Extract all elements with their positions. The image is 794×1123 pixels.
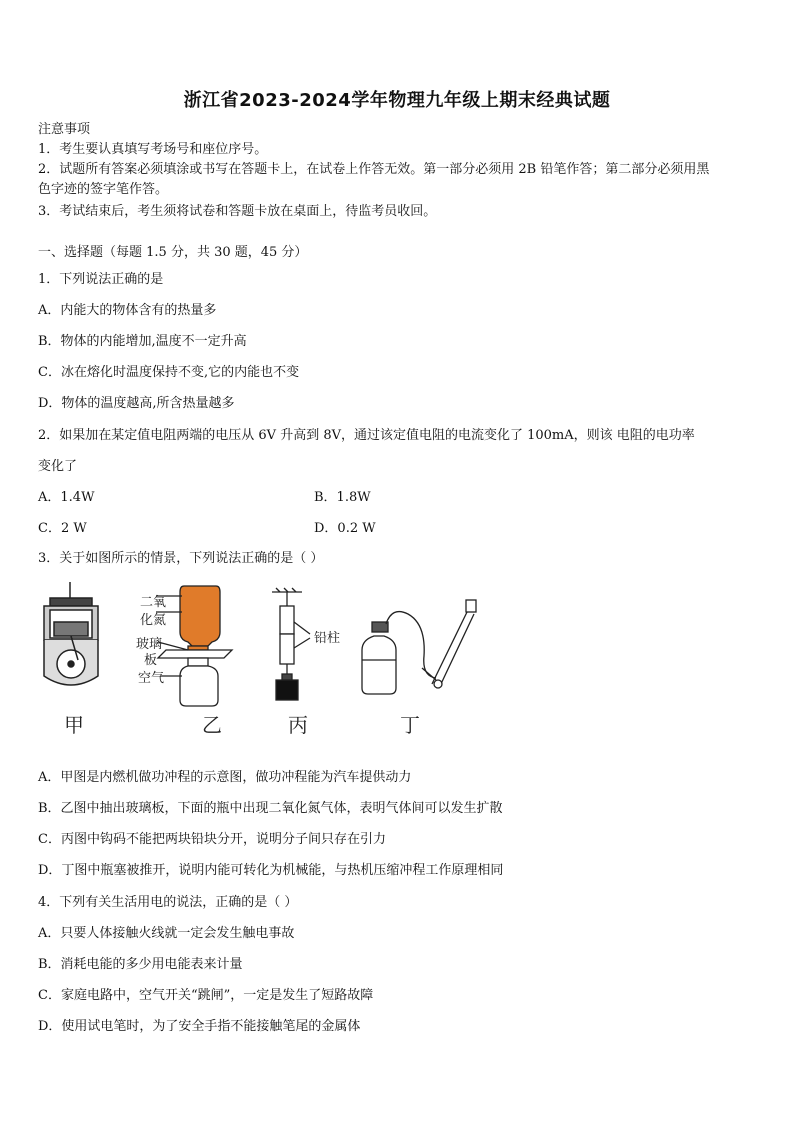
- figure-label-jia: 甲: [64, 713, 84, 737]
- q2-option-d: D．0.2 W: [314, 521, 376, 536]
- q2-stem: 2．如果加在某定值电阻两端的电压从 6V 升高到 8V，通过该定值电阻的电流变化了 100mA，则该 电阻的电功率: [38, 428, 695, 443]
- figure-label-ding: 丁: [400, 713, 420, 737]
- q3-option-c: C．丙图中钩码不能把两块铅块分开，说明分子间只存在引力: [38, 832, 386, 847]
- q4-option-a: A．只要人体接触火线就一定会发生触电事故: [38, 926, 295, 941]
- yi-label-no2-1: 二氧: [140, 595, 167, 610]
- page-title: 浙江省2023-2024学年物理九年级上期末经典试题: [183, 90, 611, 111]
- section-heading: 一、选择题（每题 1.5 分，共 30 题，45 分）: [38, 245, 308, 260]
- q4-option-b: B．消耗电能的多少用电能表来计量: [38, 957, 243, 972]
- q3-option-b: B．乙图中抽出玻璃板，下面的瓶中出现二氧化氮气体，表明气体间可以发生扩散: [38, 801, 503, 816]
- notice-item-3: 3．考试结束后，考生须将试卷和答题卡放在桌面上，待监考员收回。: [38, 204, 437, 219]
- q3-stem: 3．关于如图所示的情景，下列说法正确的是（ ）: [38, 551, 324, 566]
- q2-option-b: B．1.8W: [314, 490, 371, 505]
- bing-label-lead: 铅柱: [314, 631, 341, 646]
- q3-option-a: A．甲图是内燃机做功冲程的示意图，做功冲程能为汽车提供动力: [38, 770, 412, 785]
- yi-label-air: 空气: [138, 671, 165, 686]
- q1-option-b: B．物体的内能增加,温度不一定升高: [38, 334, 247, 349]
- q3-option-d: D．丁图中瓶塞被推开，说明内能可转化为机械能，与热机压缩冲程工作原理相同: [38, 863, 504, 878]
- notice-item-1: 1．考生要认真填写考场号和座位序号。: [38, 142, 268, 157]
- notice-item-2: 2．试题所有答案必须填涂或书写在答题卡上，在试卷上作答无效。第一部分必须用 2B 铅笔作答；第二部分必须用黑: [38, 162, 710, 177]
- q4-option-c: C．家庭电路中，空气开关“跳闸”，一定是发生了短路故障: [38, 988, 374, 1003]
- q1-option-c: C．冰在熔化时温度保持不变,它的内能也不变: [38, 365, 300, 380]
- notice-item-2-cont: 色字迹的签字笔作答。: [38, 182, 169, 197]
- engine-diagram: [44, 582, 98, 685]
- q4-option-d: D．使用试电笔时，为了安全手指不能接触笔尾的金属体: [38, 1019, 361, 1034]
- q4-stem: 4．下列有关生活用电的说法，正确的是（ ）: [38, 895, 298, 910]
- lead-cylinder-diagram: [272, 588, 310, 700]
- q2-stem-cont: 变化了: [38, 459, 78, 474]
- yi-label-glass-2: 板: [144, 653, 158, 668]
- figure-label-bing: 丙: [288, 713, 308, 737]
- yi-label-no2-2: 化氮: [140, 613, 167, 628]
- q1-stem: 1．下列说法正确的是: [38, 272, 164, 287]
- pump-bottle-diagram: [362, 600, 476, 694]
- q3-figure: [36, 576, 506, 746]
- yi-label-glass-1: 玻璃: [136, 637, 163, 652]
- figure-label-yi: 乙: [202, 713, 222, 737]
- q2-option-c: C．2 W: [38, 521, 87, 536]
- diffusion-diagram: [156, 586, 232, 706]
- q2-option-a: A．1.4W: [38, 490, 95, 505]
- q1-option-a: A．内能大的物体含有的热量多: [38, 303, 217, 318]
- notice-heading: 注意事项: [38, 122, 91, 137]
- q1-option-d: D．物体的温度越高,所含热量越多: [38, 396, 235, 411]
